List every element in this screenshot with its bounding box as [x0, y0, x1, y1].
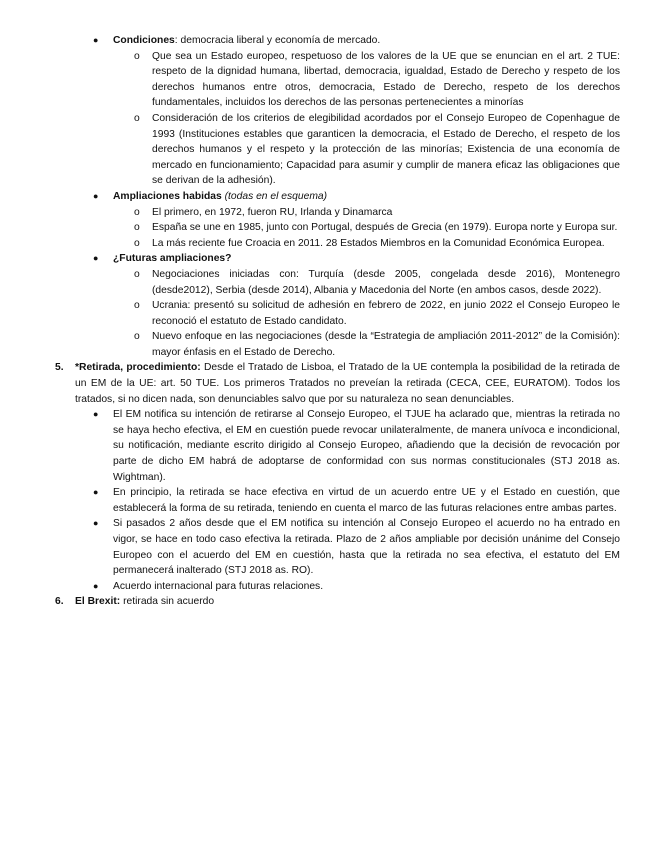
document-content — [0, 33, 655, 610]
subitem-text: El EM notifica su intención de retirarse al Consejo Europeo, el TJUE ha aclarado que, mientras la retirada no se haya hecho efectiva, el EM en cuestión puede revocar unilateralmente, de manera unívoca e incondicional, su notificación, mediante escrito dirigido al Consejo Europeo, añadiendo que la decisión de revocación por parte de dicho EM habrá de adoptarse de conformidad con sus normas constitucionales (STJ 2018 as. Wightman). — [113, 409, 620, 483]
subitem-futuras-2 — [134, 298, 620, 329]
bullet-marker: ● — [93, 518, 99, 529]
bullet-futuras — [93, 251, 618, 267]
text-condiciones: : democracia liberal y economía de mercado. — [174, 35, 381, 46]
heading-ampliaciones: Ampliaciones habidas — [113, 190, 222, 202]
circle-marker: o — [134, 50, 140, 62]
circle-marker: o — [134, 112, 140, 124]
subitem-retirada-3 — [93, 516, 620, 578]
bullet-marker: ● — [93, 253, 99, 264]
subitem-text: Negociaciones iniciadas con: Turquía (desde 2005, congelada desde 2016), Montenegro (desde2012), Serbia (desde 2014), Albania y Macedonia del Norte (en ambos casos, desde 2022). — [152, 268, 620, 296]
subitem-text: El primero, en 1972, fueron RU, Irlanda y Dinamarca — [152, 206, 393, 218]
bullet-marker: ● — [93, 35, 99, 45]
subitem-condiciones-1 — [134, 49, 620, 111]
subitem-text: Nuevo enfoque en las negociaciones (desde la “Estrategia de ampliación 2011-2012” de la Comisión): mayor énfasis en el Estado de Derecho. — [152, 331, 620, 358]
heading-retirada: *Retirada, procedimiento: — [75, 362, 201, 374]
subitem-condiciones-2 — [134, 111, 620, 189]
circle-marker: o — [134, 222, 140, 234]
bullet-marker: ● — [93, 409, 99, 420]
text-retirada: Desde el Tratado de Lisboa, el Tratado de la UE contempla la posibilidad de la retirada de un EM de la UE: art. 50 TUE. Los primeros Tratados no preveían la retirada (CECA, CEE, EURATOM). Todos los tratados, si no dicen nada, son denunciables salvo que por su naturaleza no sean denunciables. — [75, 362, 620, 405]
circle-marker: o — [134, 206, 140, 218]
note-ampliaciones: (todas en el esquema) — [221, 190, 328, 202]
subitem-ampliaciones-2 — [134, 220, 620, 236]
subitem-text: España se une en 1985, junto con Portugal, después de Grecia (en 1979). Europa norte y Europa sur. — [152, 222, 618, 234]
subitem-retirada-4 — [93, 579, 620, 595]
heading-futuras: ¿Futuras ampliaciones? — [113, 253, 232, 265]
bullet-marker: ● — [93, 487, 99, 498]
heading-condiciones: Condiciones — [113, 35, 175, 46]
subitem-text: Consideración de los criterios de elegibilidad acordados por el Consejo Europeo de Copenhague de 1993 (Instituciones estables que garanticen la democracia, el Estado de Derecho, el respeto de los derechos humanos y el respeto y la protección de las minorías; Existencia de una economía de mercado en funcionamiento; Capacidad para asumir y cumplir de manera eficaz las obligaciones que se derivan de la adhesión). — [152, 112, 620, 187]
text-brexit: retirada sin acuerdo — [120, 596, 215, 608]
circle-marker: o — [134, 237, 140, 249]
subitem-text: Si pasados 2 años desde que el EM notifica su intención al Consejo Europeo el acuerdo no ha entrado en vigor, se hace en todo caso efectiva la retirada. Plazo de 2 años ampliable por decisión unánime del Consejo Europeo con el acuerdo del EM en cuestión, hasta que la retirada no sea efectiva, el estatuto del EM permanecerá inalterado (STJ 2018 as. RO). — [113, 518, 620, 577]
bullet-marker: ● — [93, 190, 99, 201]
bullet-condiciones — [93, 33, 618, 49]
subitem-text: Acuerdo internacional para futuras relaciones. — [113, 580, 324, 592]
circle-marker: o — [134, 268, 140, 280]
subitem-ampliaciones-1 — [134, 205, 620, 221]
heading-brexit: El Brexit: — [75, 596, 121, 608]
section-number: 6. — [55, 596, 64, 608]
subitem-futuras-1 — [134, 267, 620, 298]
circle-marker: o — [134, 300, 140, 312]
section-number: 5. — [55, 362, 64, 374]
subitem-retirada-2 — [93, 485, 620, 516]
bullet-ampliaciones — [93, 189, 618, 205]
subitem-text: La más reciente fue Croacia en 2011. 28 Estados Miembros en la Comunidad Económica Europea. — [152, 237, 605, 249]
subitem-text: En principio, la retirada se hace efectiva en virtud de un acuerdo entre UE y el Estado en cuestión, que establecerá la forma de su retirada, teniendo en cuenta el marco de las futuras relaciones entre ambas partes. — [113, 487, 620, 514]
circle-marker: o — [134, 331, 140, 343]
bullet-marker: ● — [93, 580, 99, 591]
subitem-ampliaciones-3 — [134, 236, 620, 252]
subitem-text: Ucrania: presentó su solicitud de adhesión en febrero de 2022, en junio 2022 el Consejo Europeo le reconoció el estatuto de Estado candidato. — [152, 300, 620, 327]
section-retirada — [55, 360, 620, 407]
section-brexit — [55, 594, 620, 610]
subitem-text: Que sea un Estado europeo, respetuoso de los valores de la UE que se enuncian en el art. 2 TUE: respeto de la dignidad humana, libertad, democracia, igualdad, Estado de Derecho y respeto de los derechos humanos entre otros, democracia, Estado de Derecho, respeto de los derechos fundamentales, incluidos los derechos de las personas pertenecientes a minorías — [152, 50, 620, 109]
subitem-retirada-1 — [93, 407, 620, 485]
subitem-futuras-3 — [134, 329, 620, 360]
